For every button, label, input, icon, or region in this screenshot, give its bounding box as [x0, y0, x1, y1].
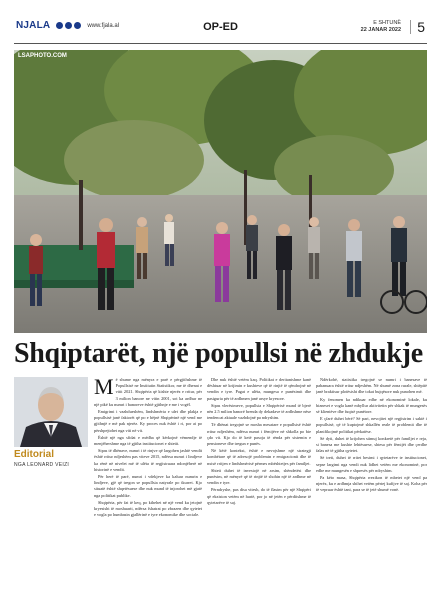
paragraph: Në këtë kontekst, është e nevojshme një strategji kombëtare që të adresojë problemin e emigracionit dhe të nxisë rritjen e lindshmërisë përmes mbështetjes për familjet.	[207, 448, 311, 466]
article-column-3	[316, 377, 427, 599]
paragraph: Ky fenomen ka ndikuar edhe në ekonominë lokale, ku bizneset e vogla kanë mbyllur aktivitetin për shkak të mungesës së klientëve dhe fuqisë punëtore.	[316, 396, 427, 415]
paragraph: Dhe nuk është vetëm kaq. Politikat e deritanishme kanë dështuar në krijimin e kushteve që të rinjtë të qëndrojnë në vendin e tyre. Pagat e ulëta, mungesa e punësimit dhe pasiguria për të ardhmen janë arsye kryesore.	[207, 377, 311, 401]
page-header	[0, 0, 441, 44]
paragraph: Shqipëria, për fat të keq, po kthehet në një vend ku jetojnë kryesisht të moshuarit, ndërsa fshatrat po zbrazen dhe qytetet e vogla po humbasin gjallërinë e tyre ekonomike dhe sociale.	[94, 499, 202, 518]
issue-date-text: 22 JANAR 2022	[360, 27, 401, 33]
drop-cap: M	[94, 377, 114, 399]
paragraph: Shteti duhet të investojë në arsim, shëndetësi dhe punësim, në mënyrë që të rinjtë të shohin një të ardhme në vendin e tyre.	[207, 467, 311, 486]
section-title: OP-ED	[203, 21, 238, 33]
paragraph: Së treti, duhet të rritet besimi i qytetarëve te institucionet, sepse largimi nga vendi nuk lidhet vetëm me ekonominë, por edhe me mungesën e shpresës për ndryshim.	[316, 455, 427, 473]
issue-weekday: E SHTUNË	[373, 20, 401, 26]
paragraph: Ndërkohë, statistika tregojnë se numri i banesave të pabanuara është rritur ndjeshëm. Në shumë zona rurale, shtëpitë janë braktisur plotësisht dhe tokat bujqësore nuk punohen më.	[316, 377, 427, 395]
paragraph: Është një nga sfidat e mëdha që kërkojnë vëmendje të menjëhershme nga të gjitha institucionet e shtetit.	[94, 434, 202, 447]
article-column-2	[207, 377, 311, 599]
street-scene-image	[14, 50, 427, 333]
paragraph: Më shume nga mënyra e parë e përgjithshme të Popullsisë ne Institutin Statistikor, me të dhenat e vitit 2021. Shqipëria që kishte njerëz e rritur, për 3 milion banore ne vitin 2001, sot ka ardhur ne një pikë ku numri i banoreve është gjithnje e me i vogël.	[94, 377, 202, 407]
website-url: www.fjala.al	[87, 22, 120, 29]
paragraph: Sipas të dhënave, numri i të rinjve që largohen jashtë vendit është rritur ndjeshëm pas viteve 2015, ndërsa numri i lindjeve ka rënë në nivelet më të ulëta të regjistruara ndonjëherë në historinë e vendit.	[94, 448, 202, 472]
issue-date	[361, 20, 401, 34]
photo-credit: LSAPHOTO.COM	[18, 53, 67, 59]
paragraph: Pa këto masa, Shqipëria rrezikon të mbetet një vend pa njerëz, ku e ardhmja shihet vetëm përtej kufijve të saj. Koha për të vepruar është tani, para se të jetë shumë vonë.	[316, 475, 427, 493]
page-number: 5	[410, 20, 425, 34]
paragraph: Sipas vlerësimeve, popullsia e Shqipërisë mund të bjerë nën 2.5 milion banorë brenda dy dekadave të ardhshme nëse tendencat aktuale vazhdojnë pa ndryshim.	[207, 402, 311, 421]
street-photo	[14, 50, 427, 333]
paragraph: Përndryshe, pas disa vitesh, do të flasim për një Shqipëri që ekziston vetëm në hartë, por jo në jetën e përditshme të qytetarëve të saj.	[207, 487, 311, 505]
article-column-1	[94, 377, 202, 599]
paragraph: Të dhënat tregojnë se mosha mesatare e popullsisë është rritur ndjeshëm, ndërsa numri i fëmijëve në shkolla po bie çdo vit. Kjo do të ketë pasoja të rënda për sistemin e pensioneve dhe tregun e punës.	[207, 422, 311, 447]
paragraph: E çfarë duhet bërë? Së pari, nevojitet një regjistrim i saktë i popullsisë, që të kuptojmë shkallën reale të problemit dhe të planifikojmë politikat përkatëse.	[316, 416, 427, 434]
author-portrait	[14, 377, 88, 447]
author-photo	[14, 377, 88, 447]
author-byline: NGA LEONARD VEIZI	[14, 462, 70, 468]
article-headline: Shqiptarët, një popullsi në zhdukje	[14, 338, 423, 369]
newspaper-logo: NJALA	[16, 20, 51, 31]
paragraph: Së dyti, duhet të krijohen stimuj konkretë për familjet e reja, si banesa me kushte lehtësuese, shtesa për fëmijët dhe çerdhe falas në të gjitha qytetet.	[316, 435, 427, 454]
paragraph: Për herë të parë, numri i vdekjeve ka kaluar numrin e lindjeve, gjë që tregon se popullsia natyrale po tkurret. Kjo situatë është shqetësuese dhe nuk mund të injorohet më gjatë nga politikat publike.	[94, 474, 202, 498]
paragraph: Emigrimi i vazhdueshëm, lindshmëria e ulet dhe plakja e popullsisë janë faktorët që po e bëjnë Shqipërinë një vend me gjithnjë e më pak njerëz. Ky proces nuk është i ri, por ai po përshpejtohet nga viti në vit.	[94, 409, 202, 433]
header-rule	[14, 43, 427, 44]
category-tag: Editorial	[14, 449, 55, 460]
